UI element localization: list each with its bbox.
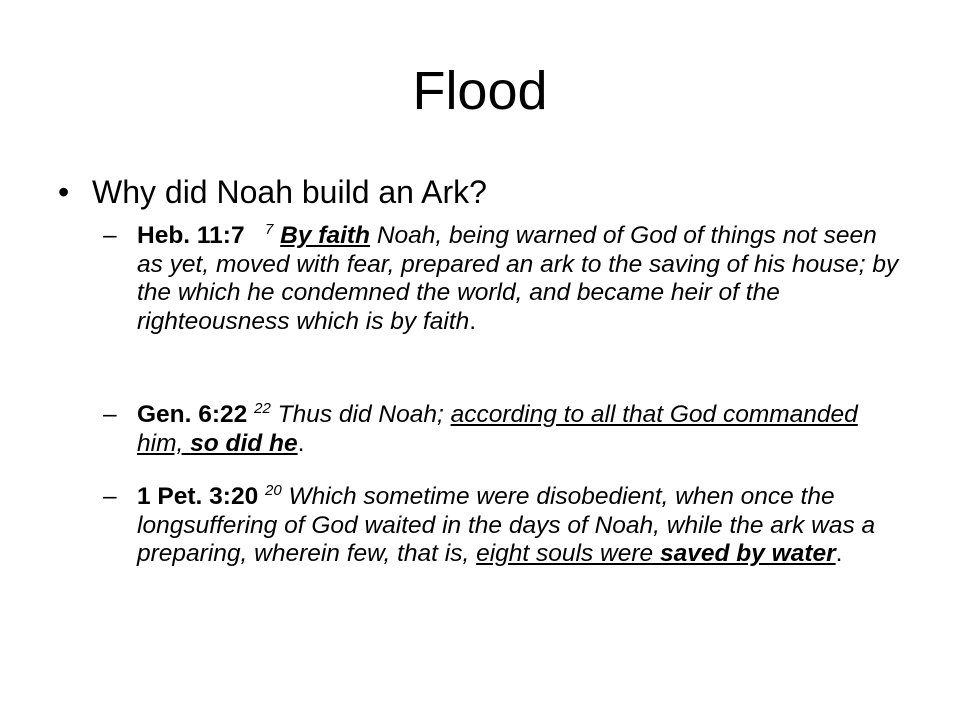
scripture-text	[137, 222, 903, 336]
scripture-reference: Gen. 6:22	[137, 401, 248, 428]
scripture-reference: 1 Pet. 3:20	[137, 483, 259, 510]
verse-text: Which sometime were disobedient, when once the longsuffering of God waited in the days of Noah, while the ark was a preparing, wherein few, that is,	[137, 483, 876, 567]
emphasis-underlined-bold: saved by water	[659, 540, 836, 567]
emphasis-underlined-bold: By faith	[280, 222, 371, 249]
slide-title: Flood	[412, 61, 548, 121]
verse-number: 7	[265, 220, 274, 238]
verse-end-punct: .	[297, 429, 305, 457]
scripture-text	[137, 483, 903, 569]
dash-marker: –	[103, 222, 117, 249]
emphasis-underlined: eight souls were	[476, 540, 660, 567]
scripture-item-heb	[103, 222, 903, 336]
verse-number: 20	[265, 481, 282, 499]
dash-marker: –	[103, 401, 117, 428]
dash-marker: –	[103, 483, 117, 510]
scripture-reference: Heb. 11:7	[137, 222, 245, 249]
bullet-marker: •	[58, 174, 70, 210]
scripture-item-pet	[103, 483, 903, 569]
verse-number: 22	[254, 399, 271, 417]
verse-text: Thus did Noah;	[270, 401, 451, 428]
verse-end-punct: .	[835, 540, 843, 567]
main-bullet	[58, 172, 918, 212]
verse-text: Noah, being warned of God of things not seen as yet, moved with fear, prepared an ark to the saving of his house; by the which he condemned the world, and became heir of the righteousness which is by faith	[137, 222, 899, 335]
verse-end-punct: .	[469, 307, 477, 335]
emphasis-underlined-bold: so did he	[190, 429, 298, 457]
bullet-text: Why did Noah build an Ark?	[92, 174, 487, 210]
scripture-item-gen	[103, 401, 903, 458]
scripture-text	[137, 401, 903, 458]
emphasis-underlined: according to all that God commanded him,	[137, 401, 858, 457]
